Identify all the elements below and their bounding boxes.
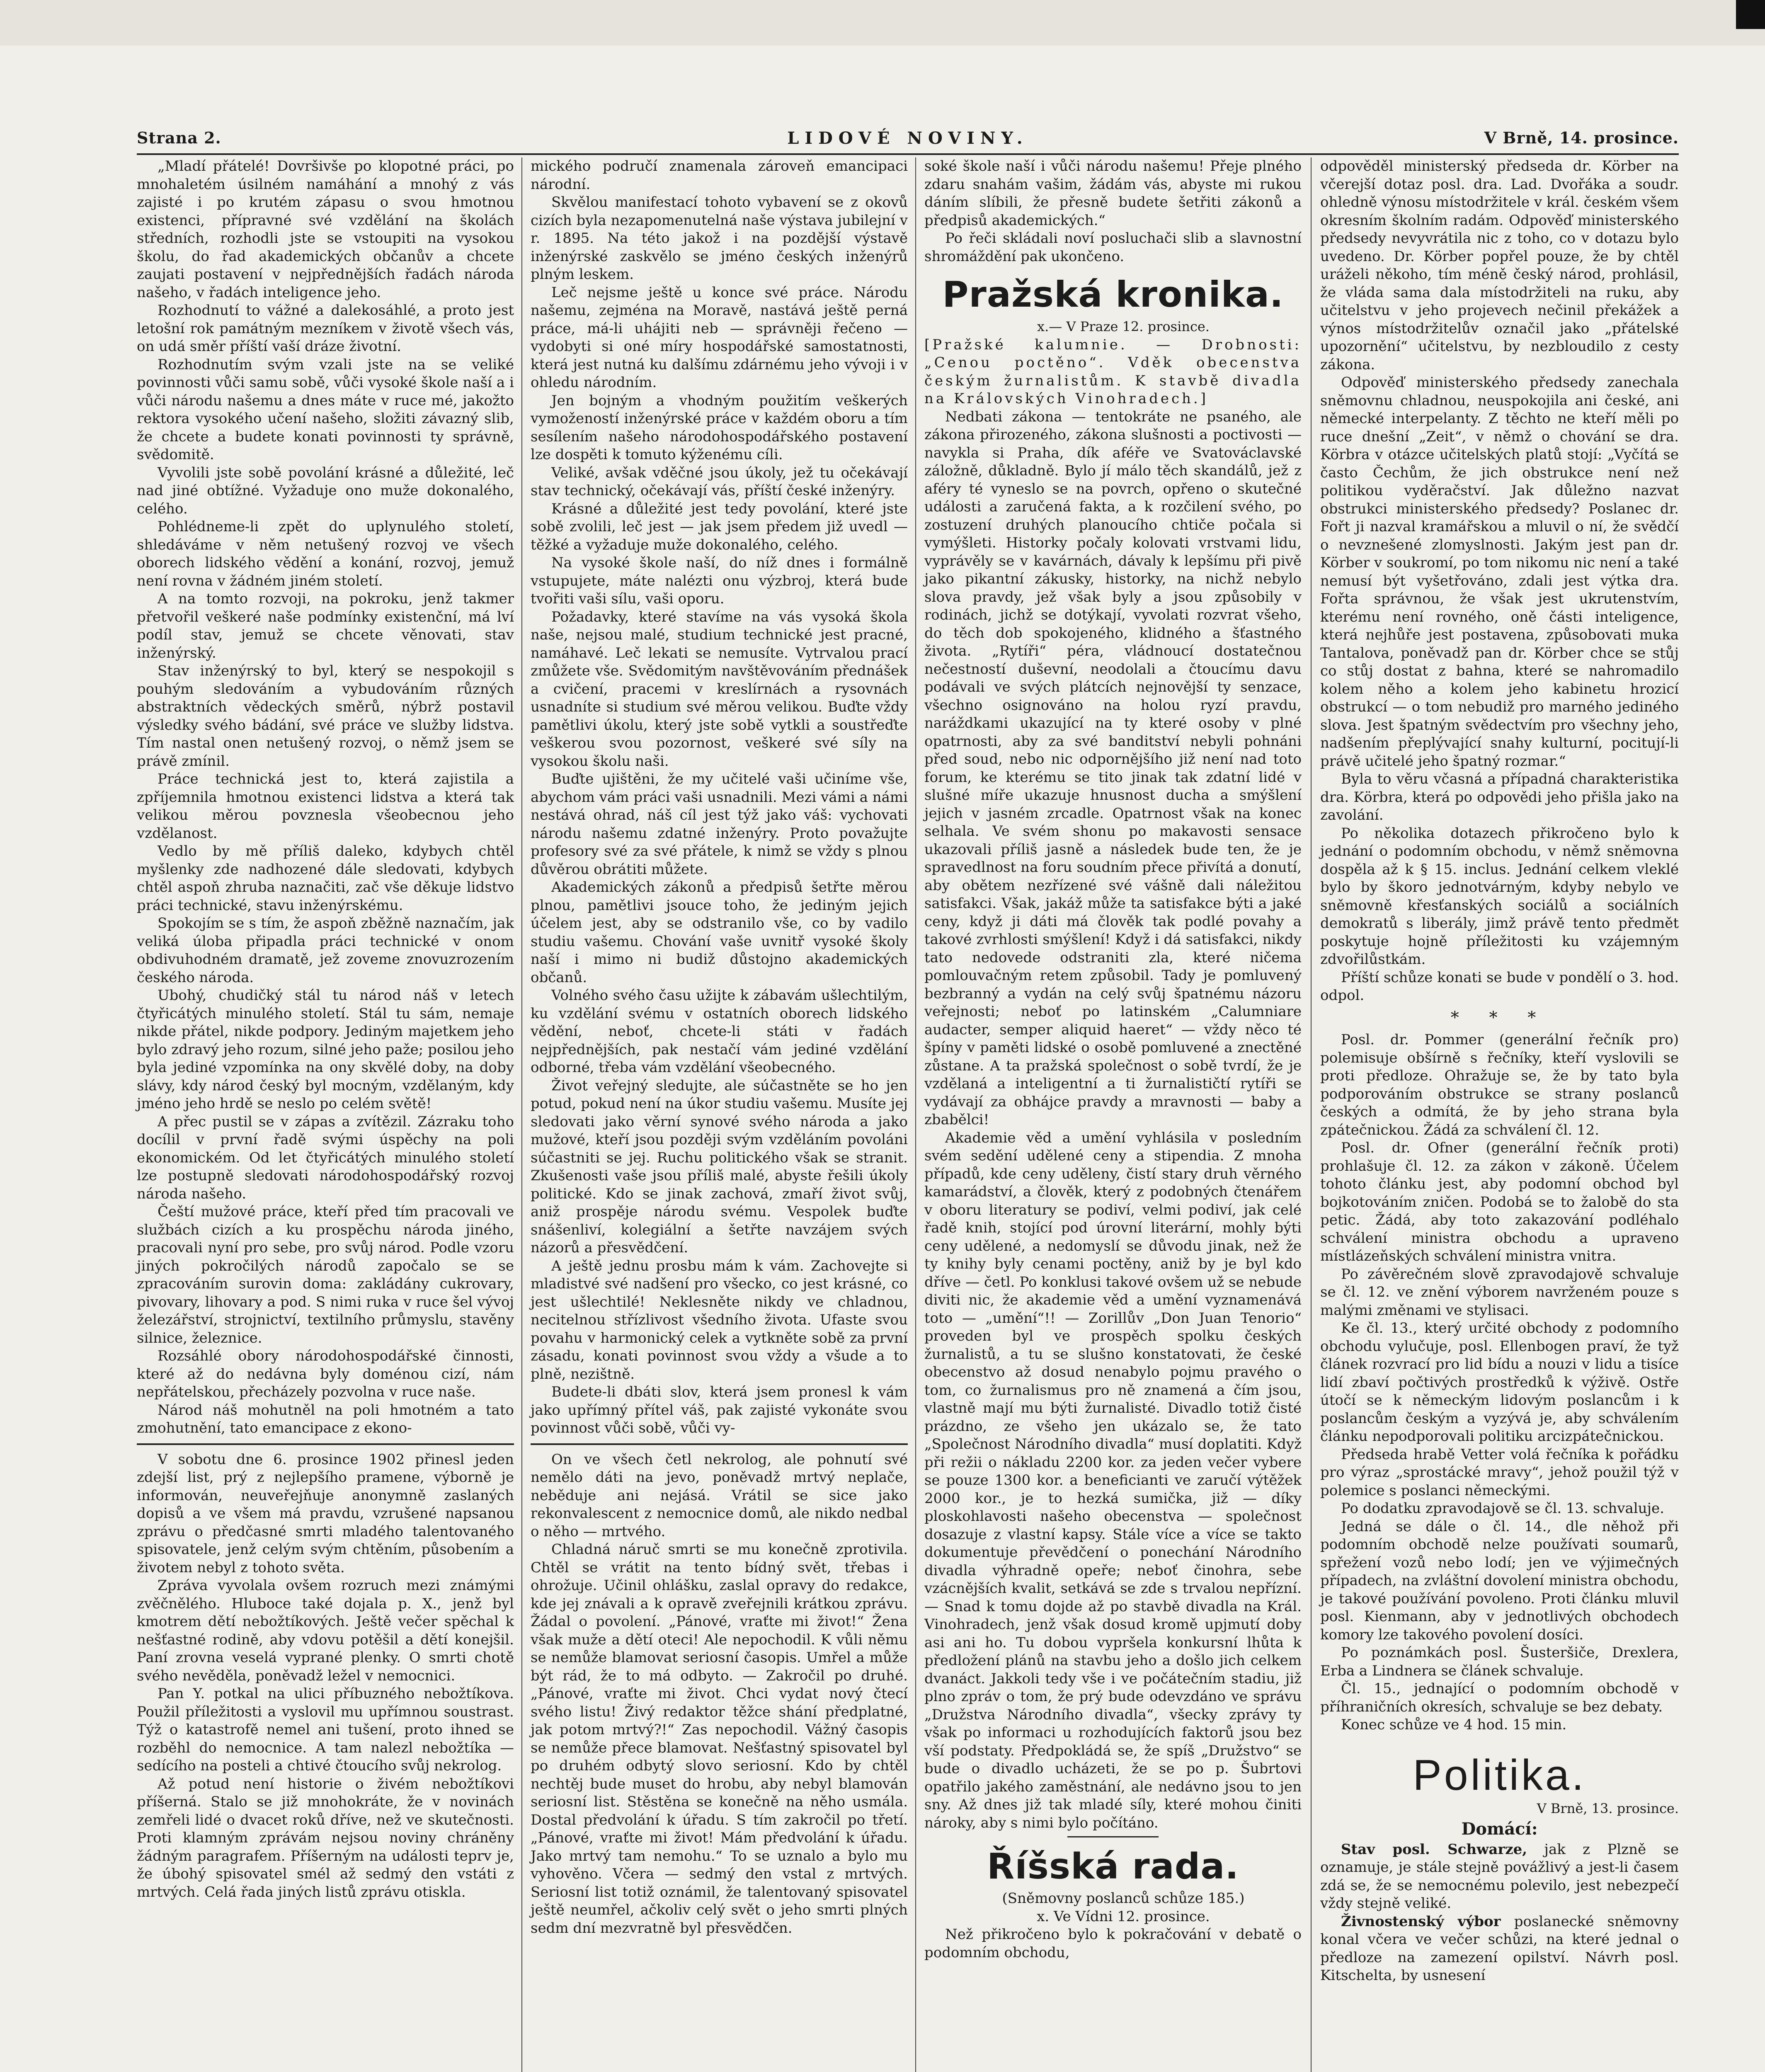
paragraph: Leč nejsme ještě u konce své práce. Národu našemu, zejména na Moravě, nastává ještě perná práce, má-li uhájiti neb — správněji řečeno — vydobyti si oné míry hospodářské samostatnosti, která jest nutná ku dalšímu zdárnému jeho vývoji i v ohledu národním.	[531, 284, 908, 391]
scan-corner-mark	[1736, 0, 1765, 29]
issue-date: V Brně, 14. prosince.	[1484, 128, 1679, 147]
news-item	[1320, 1913, 1679, 1985]
feuilleton-paragraph: On ve všech četl nekrolog, ale pohnutí své nemělo dáti na jevo, poněvadž mrtvý neplače, neběduje ani nejásá. Vrátil se sice jako rekonvalescent z nemocnice domů, ale nikdo nedbal o něho — mrtvého.	[531, 1451, 908, 1540]
feuilleton-rule	[531, 1443, 908, 1445]
paragraph: soké škole naší i vůči národu našemu! Přeje plného zdaru snahám vašim, žádám vás, abyste mi rukou dáním slíbili, že přesně budete šetřiti zákonů a předpisů akademických.“	[924, 158, 1302, 229]
section-dateline: V Brně, 13. prosince.	[1537, 1800, 1679, 1816]
paragraph: „Mladí přátelé! Dovršivše po klopotné práci, po mnohaletém úsilném namáhání a mnohý z vás zajisté i po krutém zápasu o svou hmotnou existenci, přípravné své vzdělání na školách středních, rozhodli jste se vstoupiti na vysokou školu, do řad akademických občanův a chcete zaujati postavení v nejpřednějších řadách národa našeho, v řadách inteligence jeho.	[137, 158, 514, 301]
paragraph: Budete-li dbáti slov, která jsem pronesl k vám jako upřímný přítel váš, pak zajisté vykonáte svou povinnost vůči sobě, vůči vy-	[531, 1384, 908, 1436]
news-item-headline: Stav posl. Schwarze,	[1341, 1841, 1527, 1858]
column-divider	[521, 157, 522, 2072]
paragraph: Vedlo by mě příliš daleko, kdybych chtěl myšlenky zde nadhozené dále sledovati, kdybych chtěl aspoň zhruba naznačiti, zač vše děkuje lidstvo práci technické, stavu inženýrskému.	[137, 843, 514, 914]
section-dateline: x.— V Praze 12. prosince.	[1037, 319, 1210, 334]
paragraph: Po několika dotazech přikročeno bylo k jednání o podomním obchodu, v němž sněmovna dospěla až k § 15. inclus. Jednání celkem vleklé bylo by škoro jednotvárným, kdyby nebylo ve sněmovně křesťanských sociálů a sociálních demokratů s liberály, jimž právě tento předmět poskytuje hojně příležitosti ku vzájemným zdvořilůstkám.	[1320, 825, 1679, 968]
feuilleton-paragraph: Až potud není historie o živém nebožtíkovi příšerná. Stalo se již mnohokráte, že v novinách zemřeli lidé o dvacet roků dříve, než ve skutečnosti. Proti klamným zprávám nejsou noviny chráněny žádným paragrafem. Příšerným na události teprv je, že úbohý spisovatel smél až sedmý den vstáti z mrtvých. Celá řada jiných listů zprávu otiskla.	[137, 1775, 514, 1900]
paragraph: Buďte ujištěni, že my učitelé vaši učiníme vše, abychom vám práci vaši usnadnili. Mezi vámi a námi nestává ohrad, náš cíl jest týž jako váš: vychovati národu našemu zdatné inženýry. Proto považujte profesory své za své přátele, k nimž se vždy s plnou důvěrou obrátiti můžete.	[531, 771, 908, 878]
paragraph: Akademických zákonů a předpisů šetřte měrou plnou, pamětlivi jsouce toho, že jediným jejich účelem jest, aby se odstranilo vše, co by vadilo studiu vašemu. Chování vaše uvnitř vysoké školy naší i mimo ni budiž důstojno akademických občanů.	[531, 879, 908, 986]
news-item-text: poslanecké sněmovny konal včera ve večer schůzi, na které jednal o předloze na zamezení opilství. Návrh posl. Kitschelta, by usnesení	[1320, 1913, 1679, 1984]
paragraph: Spokojím se s tím, že aspoň zběžně naznačím, jak veliká úloba připadla práci technické v onom obdivuhodném dramatě, jež zoveme znovuzrozením českého národa.	[137, 915, 514, 986]
paragraph: Práce technická jest to, která zajistila a zpříjemnila hmotnou existenci lidstva a která tak velikou měrou povznesla všeobecnou jeho vzdělanost.	[137, 771, 514, 842]
section-dateline: x. Ve Vídni 12. prosince.	[1037, 1908, 1210, 1925]
section-divider-stars: * * *	[1450, 1008, 1549, 1027]
paragraph: Posl. dr. Ofner (generální řečník proti) prohlašuje čl. 12. za zákon v zákoně. Účelem tohoto článku jest, aby podomní obchod byl bojkotováním zničen. Podobá se to žalobě do sta petic. Žádá, aby toto zakazování podléhalo schválení ministra obchodu a upraveno místlázeňských schválení ministra vnitra.	[1320, 1140, 1679, 1264]
section-heading-prague-chronicle: Pražská kronika.	[942, 274, 1284, 315]
paragraph: Příští schůze konati se bude v pondělí o 3. hod. odpol.	[1320, 969, 1679, 1004]
paragraph: Volného svého času užijte k zábavám ušlechtilým, ku vzdělání svému v ostatních oborech lidského vědění, neboť, chcete-li státi v řadách nejpřednějších, pak nestačí vám jediné vzdělání odborné, třeba vám vzdělání všeobecného.	[531, 987, 908, 1076]
paragraph: Rozsáhlé obory národohospodářské činnosti, které až do nedávna byly doménou cizí, nám nepřátelskou, přecházely pozvolna v ruce naše.	[137, 1348, 514, 1400]
column-divider	[915, 157, 916, 2072]
paragraph: Nedbati zákona — tentokráte ne psaného, ale zákona přirozeného, zákona slušnosti a poctivosti — navykla si Praha, dík aféře ve Svatováclavské záložně, důkladně. Bylo jí málo těch skandálů, jež z aféry té vyneslo se na povrch, opřeno o skutečné události a zaručená fakta, a k rozčilení svého, po zostuzení druhých planoucího chtiče počala si vymýšleti. Historky počaly kolovati vrstvami lidu, vyprávěly se v kavárnách, dávaly k lepšímu při pivě jako pikantní zákusky, historky, na nichž nebylo slova pravdy, jež však byly a jsou způsobily v rodinách, jichž se dotýkají, vyvolati rozvrat všeho, do těch dob spokojeného, klidného a šťastného života. „Rytíři“ péra, vládnoucí dostatečnou nečestností duševní, neodolali a čtoucímu davu podávali ve svých plátcích nejnovější ty senzace, všechno osignováno na holou ryzí pravdu, naráždkami ukazující na ty které osoby v plné opatrnosti, aby za své banditství nebyli pohnáni před soud, nebo nic odpornějšího již není nad toto forum, ke kterému se tito jinak tak zdatní lidé v slušné míře ukazuje hnusnost ducha a smýšlení jejich v jasném zrcadle. Opatrnost však na konec selhala. Ve svém shonu po makavosti sensace ukazovali příliš jasně a následek bude ten, že je spravedlnost na foru soudním přece přivítá a donutí, aby obětem nezřízené své vášně dali náležitou satisfakci. Však, jakáž může ta satisfakce býti a jaké ceny, když ji dáti má člověk tak podlé povahy a takové zvrhlosti smýšlení! Když i dá satisfakci, nikdy tato nedovede odstraniti zla, které ničema pomlouvačným retem způsobil. Tady je pomluvený bezbranný a vydán na celý svůj špatnému názoru veřejnosti; neboť po latinském „Calumniare audacter, semper aliquid haeret“ — vždy něco té špíny v paměti lidské o osobě pomluvené a znectěné zůstane. A ta pražská společnost o sobě tvrdí, že je vzdělaná a inteligentní a ti žurnalističtí rytíři se vydávají za obhájce pravdy a mravnosti — baby a zbabělci!	[924, 408, 1302, 1128]
column-3	[924, 157, 1302, 1962]
paragraph: Po závěrečném slově zpravodajově schvaluje se čl. 12. ve znění výborem navrženém pouze s malými změnami ve stylisaci.	[1320, 1266, 1679, 1319]
feuilleton-paragraph: Chladná náruč smrti se mu konečně zprotivila. Chtěl se vrátit na tento bídný svět, třebas i ohrožuje. Učinil ohlášku, zaslal opravy do redakce, kde jej znávali a k opravě zveřejnili krátkou zprávu. Žádal o povolení. „Pánové, vraťte mi život!“ Žena však muže a dětí oteci! Ale nepochodil. K vůli němu se nemůže blamovat seriosní časopis. Umřel a může být rád, že to má odbyto. — Zakročil po druhé. „Pánové, vraťte mi život. Chci vydat nový čtecí svého listu! Živý redaktor těžce shání předplatné, jak potom mrtvý?!“ Zas nepochodil. Vážný časopis se nemůže přece blamovat. Nešťastný spisovatel byl po druhém odbytý slovo seriosní. Kdo by chtěl nechtěj bude muset do hrobu, aby nebyl blamován seriosní list. Stěstěna se konečně na něho usmála. Dostal předvolání k úřadu. S tím zakročil po třetí. „Pánové, vraťte mi život! Mám předvolání k úřadu. Jako mrtvý tam nemohu.“ To se uznalo a bylo mu vyhověno. Včera — sedmý den vstal z mrtvých. Seriosní list totiž oznámil, že talentovaný spisovatel ještě neumřel, ačkoliv celý svět o jeho smrti plných sedm dní mezvratně byl přesvědčen.	[531, 1541, 908, 1936]
feuilleton-paragraph: V sobotu dne 6. prosince 1902 přinesl jeden zdejší list, prý z nejlepšího pramene, výborně je informován, neuveřejňuje anonymně zaslaných dopisů a ve všem má pravdu, vzrušené napsanou zprávu o předčasné smrti mladého talentovaného spisovatele, jenž celým svým chtěním, působením a životem nebyl z tohoto světa.	[137, 1451, 514, 1576]
paragraph: Odpověď ministerského předsedy zanechala sněmovnu chladnou, neuspokojila ani české, ani německé interpelanty. Z těchto ne kteří měli po ruce dnešní „Zeit“, v němž o chování se dra. Körbra v otázce učitelských platů stojí: „Vyčítá se často Čechům, že jich obstrukce není než politikou vyděračství. Jak důležno nazvat obstrukci ministerského předsedy? Poslanec dr. Fořt ji nazval kramářskou a mluvil o ní, že svědčí o nevznešené zlomyslnosti. Jakým jest pan dr. Körber v soukromí, po tom nikomu nic není a také nemusí být vyšetřováno, zdali jest výtka dra. Fořta správnou, že však jest ukrutenstvím, kterému není rovného, oně části inteligence, která nejhůře jest postavena, způsobovati muka Tantalova, poněvadž pan dr. Körber chce se stůj co stůj dostat z bahna, které se nahromadilo kolem něho a kolem jeho kabinetu hrozicí obstrukcí — o tom nebudiž pro marného jediného slova. Jest špatným svědectvím pro všechny jeho, nadšením přeplývající snahy kulturní, pocitují-li právě učitelé jeho špatný rozmar.“	[1320, 374, 1679, 770]
news-item	[1320, 1841, 1679, 1913]
feuilleton-paragraph: Pan Y. potkal na ulici příbuzného nebožtíkova. Použil příležitosti a vyslovil mu upřímnou soustrast. Týž o katastrofě nemel ani tušení, proto ihned se rozběhl do nemocnice. A tam nalezl nebožtíka — sedícího na posteli a chtivé čtoucího svůj nekrolog.	[137, 1685, 514, 1774]
paragraph: Jedná se dále o čl. 14., dle něhož při podomním obchodě nelze používati soumarů, spřežení vozů nebo lodí; jen ve výjimečných případech, na zvláštní dovolení ministra obchodu, je takové používání povoleno. Proti článku mluvil posl. Kienmann, aby v jednotlivých obchodech komory lze takového povolení dosíci.	[1320, 1518, 1679, 1643]
paragraph: Byla to věru včasná a případná charakteristika dra. Körbra, která po odpovědi jeho přišla jako na zavolání.	[1320, 771, 1679, 823]
column-1	[137, 157, 514, 1901]
section-subtitle: (Sněmovny poslanců schůze 185.)	[1002, 1890, 1245, 1907]
paragraph: Krásné a důležité jest tedy povolání, které jste sobě zvolili, leč jest — jak jsem předem již uvedl — těžké a vyžaduje muže dokonalého, celého.	[531, 500, 908, 553]
paragraph: Čeští mužové práce, kteří před tím pracovali ve službách cizích a ku prospěchu národa jiného, pracovali nyní pro sebe, pro svůj národ. Podle vzoru jiných pokročilých národů započalo se se zpracováním surovin doma: zakládány cukrovary, pivovary, lihovary a pod. S nimi ruka v ruce šel vývoj železářství, strojnictví, textilního průmyslu, stavěny silnice, železnice.	[137, 1203, 514, 1346]
paragraph: Národ náš mohutněl na poli hmotném a tato zmohutnění, tato emancipace z ekono-	[137, 1402, 514, 1436]
section-heading-politics: Politika.	[1413, 1751, 1586, 1799]
paragraph: Skvělou manifestací tohoto vybavení se z okovů cizích byla nezapomenutelná naše výstava jubilejní v r. 1895. Na této jakož i na pozdější výstavě inženýrské zaskvělo se jméno českých inženýrů plným leskem.	[531, 194, 908, 283]
paragraph: Po dodatku zpravodajově se čl. 13. schvaluje.	[1341, 1500, 1664, 1517]
paragraph: Akademie věd a umění vyhlásila v posledním svém sedění udělené ceny a stipendia. Z mnoha případů, kde ceny uděleny, čistí stary druh věrného kamarádství, a člověk, který z podobných čtenářem v oboru literatury se podiví, velmi podiví, jak celé řadě knih, stojící pod úrovní literární, mohly býti ceny udělené, a nedomyslí se důvodu jinak, než že ty knihy byly cenami poctěny, aniž by je byl kdo dříve — četl. Po konklusi takové ovšem už se nebude diviti nic, že akademie věd a umění vyznamenává toto — „umění“!! — Zorillův „Don Juan Tenorio“ proveden byl ve prospěch spolku českých žurnalistů, a tu se slušno konstatovati, že české obecenstvo až dosud nenabylo pojmu pravého o tom, co žurnalismus pro ně znamená a čím jsou, vlastně mají mu býti žurnalisté. Divadlo totiž čisté prázdno, ze všeho jen ukázalo se, že tato „Společnost Národního divadla“ musí doplatiti. Když při režii o nákladu 2200 kor. za jeden večer vybere se pouze 1300 kor. a beneficianti ve zaručí výtěžek 2000 kor., je to hezká sumička, již — díky ploskohlavosti našeho obecenstva — společnost dosazuje z vlastní kapsy. Stále více a více se takto dokumentuje převědčení o ponechání Národního divadla výhradně opeře; neboť činohra, sebe vzácnějších kvalit, setkává se zde s trvalou nepřízní. — Snad k tomu dojde až po stavbě divadla na Král. Vinohradech, jenž však dosud kromě upjmutí doby asi ani ho. Tu dobou vypršela konkursní lhůta k předložení plánů na stavbu jeho a došlo jich celkem dvanáct. Jakkoli tedy vše i ve počátečním stadiu, již plno zpráv o tom, že prý bude odevzdáno ve správu „Družstva Národního divadla“, všecky zprávy ty však po informaci u rozhodujících faktorů jsou bez vší podstaty. Předpokládá se, že spíš „Družstvo“ se bude o divadlo ucházeti, že se po p. Šubrtovi opatřilo jakého zaměstnání, ale nedávno jsou to jen sny. Až dnes již tak mladé síly, které mohou činiti nároky, aby s nimi bylo počítáno.	[924, 1129, 1302, 1831]
column-2	[531, 157, 908, 1937]
paragraph: Než přikročeno bylo k pokračování v debatě o podomním obchodu,	[924, 1926, 1302, 1961]
paragraph: Po řeči skládali noví posluchači slib a slavnostní shromáždění pak ukončeno.	[924, 230, 1302, 265]
paragraph: A přec pustil se v zápas a zvítězil. Zázraku toho docílil v první řadě svými úspěchy na poli ekonomickém. Od let čtyřicátých minulého století lze postupně sledovati národohospodářský rozvoj národa našeho.	[137, 1113, 514, 1202]
news-item-text: jak z Plzně se oznamuje, je stále stejně povážlivý a jest-li časem zdá se, že se nemocnému polevilo, jest nebezpečí vždy stejně veliké.	[1320, 1841, 1679, 1912]
paragraph: mického područí znamenala zároveň emancipaci národní.	[531, 158, 908, 193]
header-rule	[137, 153, 1679, 155]
paragraph: Po poznámkách posl. Šusteršiče, Drexlera, Erba a Lindnera se článek schvaluje.	[1320, 1644, 1679, 1679]
paragraph: Na vysoké škole naší, do níž dnes i formálně vstupujete, máte nalézti onu výzbroj, která bude tvořiti vaši sílu, vaši oporu.	[531, 554, 908, 607]
newspaper-title: LIDOVÉ NOVINY.	[787, 128, 1028, 148]
page-header	[137, 128, 1679, 153]
page-number: Strana 2.	[137, 128, 221, 147]
section-topics: [Pražské kalumnie. — Drobnosti: „Cenou poctěno“. Vděk obecenstva českým žurnalistům. K stavbě divadla na Královských Vinohradech.]	[924, 336, 1302, 407]
paragraph: Pohlédneme-li zpět do uplynulého století, shledáváme v něm netušený rozvoj ve všech oborech lidského vědění a konání, rozvoj, jemuž není rovna v žádném jiném století.	[137, 518, 514, 589]
paragraph: Život veřejný sledujte, ale súčastněte se ho jen potud, pokud není na úkor studiu vašemu. Musíte jej sledovati jako věrní synové svého národa a jako mužové, kteří jsou později svým vzděláním povoláni súčastniti se jej. Ruchu politického však se stranit. Zkušenosti vaše jsou příliš malé, abyste řešili úkoly politické. Kdo se jinak zachová, zmaří život svůj, aniž prospěje národu svému. Vespolek buďte snášenliví, kolegiální a šetřte navzájem svých názorů a přesvědčení.	[531, 1077, 908, 1256]
paragraph: Ke čl. 13., který určité obchody z podomního obchodu vylučuje, posl. Ellenbogen praví, že tyž článek rozvrací pro lid bídu a nouzi v lidu a tisíce lidí zbaví počtivých prostředků k výživě. Ostře útočí se k německým lidovým poslancům i k poslancům českým a vyzývá je, aby schválením článku nepodporovali politiku arcizpátečnickou.	[1320, 1320, 1679, 1445]
paragraph: Rozhodnutím svým vzali jste na se veliké povinnosti vůči samu sobě, vůči vysoké škole naší a i vůči národu našemu a dnes máte v ruce mé, jakožto rektora vysokého učení našeho, složiti závazný slib, že chcete a budete konati povinnosti ty správně, svědomitě.	[137, 356, 514, 463]
paragraph: Konec schůze ve 4 hod. 15 min.	[1341, 1716, 1567, 1733]
paragraph: Vyvolili jste sobě povolání krásné a důležité, leč nad jiné obtížné. Vyžaduje ono muže dokonalého, celého.	[137, 464, 514, 517]
feuilleton-rule	[137, 1443, 514, 1445]
paragraph: Jen bojným a vhodným použitím veškerých vymožeností inženýrské práce v každém oboru a tím sesílením našeho národohospodářského postavení lze dospěti k tomuto kýženému cíli.	[531, 392, 908, 463]
paragraph: A na tomto rozvoji, na pokroku, jenž takmer přetvořil veškeré naše podmínky existenční, má lví podíl stav, jemuž se chcete věnovati, stav inženýrský.	[137, 591, 514, 661]
paragraph: odpověděl ministerský předseda dr. Körber na včerejší dotaz posl. dra. Lad. Dvořáka a soudr. ohledně výnosu místodržitele v král. českém všem okresním školním radám. Odpověď ministerského předsedy nevyvrátila nic z toho, co v dotazu bylo uvedeno. Dr. Körber popřel pouze, že by chtěl uráželi někoho, tím méně český národ, prohlásil, že vláda sama dala místodržiteli na ruku, aby učitelstvu v jeho projevech nečinil překážek a výnos místodržitelův označil jako „přátelské upozornění“ učitelstvu, by nezbloudilo z cesty zákona.	[1320, 158, 1679, 373]
feuilleton-paragraph: Zpráva vyvolala ovšem rozruch mezi známými zvěčnělého. Hluboce také dojala p. X., jenž byl kmotrem dětí nebožtíkových. Ještě večer spěchal k nešťastné rodině, aby vdovu potěšil a dětí konejšil. Paní zrovna veselá vyprané plenky. O smrti chotě svého nevěděla, poněvadž ležel v nemocnici.	[137, 1577, 514, 1684]
subsection-heading-domestic: Domácí:	[1461, 1819, 1538, 1839]
paragraph: Rozhodnutí to vážné a dalekosáhlé, a proto jest letošní rok památným mezníkem v životě všech vás, on udá směr příští vaší dráze životní.	[137, 302, 514, 355]
paragraph: Předseda hrabě Vetter volá řečníka k pořádku pro výraz „sprostácké mravy“, jehož použil týž v polemice s poslanci německými.	[1320, 1446, 1679, 1499]
column-divider	[1311, 157, 1312, 2072]
paragraph: Čl. 15., jednající o podomním obchodě v příhraničních okresích, schvaluje se bez debaty.	[1320, 1680, 1679, 1715]
section-heading-imperial-council: Říšská rada.	[987, 1846, 1239, 1887]
section-separator	[1067, 1836, 1159, 1837]
paragraph: Požadavky, které stavíme na vás vysoká škola naše, nejsou malé, studium technické jest pracné, namáhavé. Leč lekati se nemusíte. Vytrvalou prací zmůžete vše. Svědomitým navštěvováním přednášek a cvičení, pracemi v kreslírnách a rysovnách usnadníte si studium své měrou velikou. Buďte vždy pamětlivi úkolu, který jste sobě vytkli a soustřeďte veškerou svou pozornost, veškeré své síly na vysokou školu naši.	[531, 608, 908, 770]
scan-background	[0, 0, 1765, 46]
paragraph: Posl. dr. Pommer (generální řečník pro) polemisuje obšírně s řečníky, kteří vyslovili se proti předloze. Ohražuje se, že by tato byla podporováním obstrukce se strany poslanců českých a odmítá, že by jeho strana byla zpátečnickou. Žádá za schválení čl. 12.	[1320, 1031, 1679, 1138]
news-item-headline: Živnostenský výbor	[1341, 1913, 1501, 1930]
paragraph: Stav inženýrský to byl, který se nespokojil s pouhým sledováním a vybudováním různých abstraktních vědeckých směrů, nýbrž postavil výsledky svého bádání, své práce ve služby lidstva. Tím nastal onen netušený rozvoj, o němž jsem se právě zmínil.	[137, 663, 514, 770]
paragraph: Veliké, avšak vděčné jsou úkoly, jež tu očekávají stav technický, očekávají vás, příští české inženýry.	[531, 464, 908, 499]
paragraph: A ještě jednu prosbu mám k vám. Zachovejte si mladistvé své nadšení pro všecko, co jest krásné, co jest ušlechtilé! Neklesněte nikdy ve chladnou, necitelnou střízlivost všedního života. Ufaste svou povahu v harmonický celek a vytkněte sobě za první zásadu, konati povinnost svou vždy a všude a to plně, nezištně.	[531, 1257, 908, 1382]
paragraph: Ubohý, chudičký stál tu národ náš v letech čtyřicátých minulého století. Stál tu sám, nemaje nikde přátel, nikde podpory. Jediným majetkem jeho bylo zdravý jeho rozum, silné jeho paže; posilou jeho byla jediné vzpomínka na ony skvělé doby, na doby slávy, kdy národ český byl mocným, vzdělaným, kdy jméno jeho hrdě se neslo po celém světě!	[137, 987, 514, 1112]
column-4	[1320, 157, 1679, 1985]
